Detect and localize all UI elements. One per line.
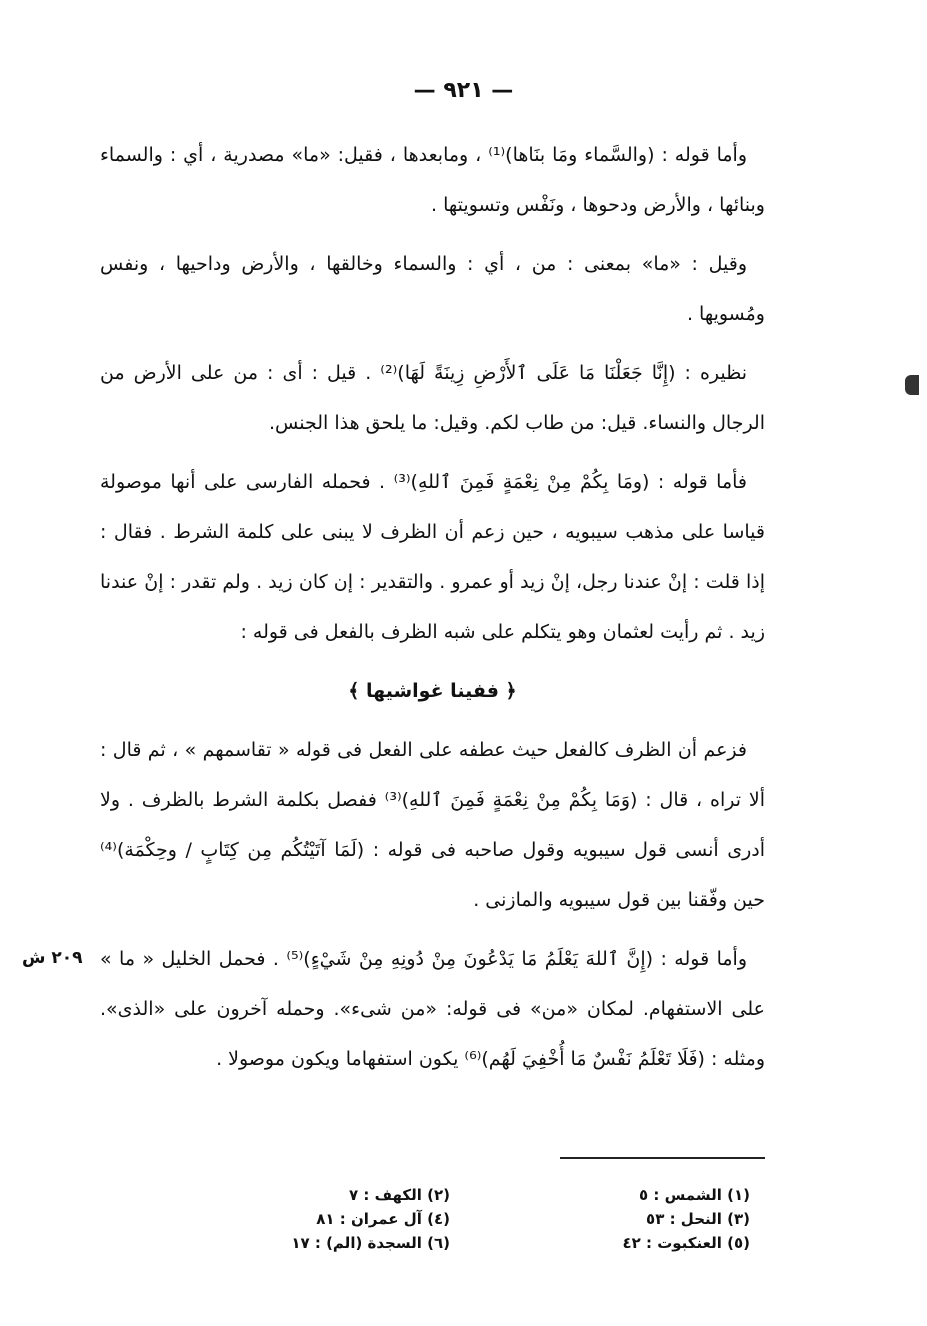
paragraph: نظيره : (إِنَّا جَعَلْنَا مَا عَلَى ٱلأَرْضِ زِينَةً لَهَا)⁽²⁾ . قيل : أى : من على الأرض من الرجال والنساء. قيل: من طاب لكم. وقيل: ما يلحق هذا الجنس. xyxy=(100,362,765,434)
footnote: (٤) آل عمران : ٨١ xyxy=(316,1210,450,1228)
footnote: (١) الشمس : ٥ xyxy=(639,1186,750,1204)
page-number: — ٩٢١ — xyxy=(413,78,514,103)
footnote: (٥) العنكبوت : ٤٢ xyxy=(622,1234,750,1252)
main-text xyxy=(100,130,765,1093)
scan-edge-mark xyxy=(905,375,919,395)
footnote: (٦) السجدة (الم) : ١٧ xyxy=(291,1234,450,1252)
paragraph: وقيل : «ما» بمعنى : من ، أي : والسماء وخالقها ، والأرض وداحيها ، ونفس ومُسويها . xyxy=(100,253,765,325)
footnote: (٢) الكهف : ٧ xyxy=(349,1186,450,1204)
footnote-divider xyxy=(560,1157,765,1159)
paragraph: فأما قوله : (ومَا بِكُمْ مِنْ نِعْمَةٍ فَمِنَ ٱللهِ)⁽³⁾ . فحمله الفارسى على أنها موصولة قياسا على مذهب سيبويه ، حين زعم أن الظرف لا يبنى على كلمة الشرط . فقال : إذا قلت : إنْ عندنا رجل، إنْ زيد أو عمرو . والتقدير : إن كان زيد . ولم تقدر : إنْ عندنا زيد . ثم رأيت لعثمان وهو يتكلم على شبه الظرف بالفعل فى قوله : xyxy=(100,471,765,643)
footnotes xyxy=(230,1186,750,1252)
paragraph: وأما قوله : (والسَّماء ومَا بنَاها)⁽¹⁾ ، ومابعدها ، فقيل: «ما» مصدرية ، أي : والسماء وبنائها ، والأرض ودحوها ، ونَفْس وتسويتها . xyxy=(100,144,765,216)
verse-line: ﴿ ففينا غواشيها ﴾ xyxy=(348,680,517,702)
paragraph: فزعم أن الظرف كالفعل حيث عطفه على الفعل فى قوله « تقاسمهم » ، ثم قال : ألا تراه ، قال : (وَمَا بِكُمْ مِنْ نِعْمَةٍ فَمِنَ ٱللهِ)⁽³⁾ ففصل بكلمة الشرط بالظرف . ولا أدرى أنسى قول سيبويه وقول صاحبه فى قوله : (لَمَا آتَيْتُكُم مِن كِتَابٍ / وحِكْمَة)⁽⁴⁾ حين وفّقنا بين قول سيبويه والمازنى . xyxy=(100,739,765,911)
manuscript-folio-note: ٢٠٩ ش xyxy=(22,948,83,968)
paragraph: وأما قوله : (إِنَّ ٱللهَ يَعْلَمُ مَا يَدْعُونَ مِنْ دُونِهِ مِنْ شَيْءٍ)⁽⁵⁾ . فحمل الخليل « ما » على الاستفهام. لمكان «من» فى قوله: «من شىء». وحمله آخرون على «الذى». ومثله : (فَلَا تَعْلَمُ نَفْسٌ مَا أُخْفِيَ لَهُم)⁽⁶⁾ يكون استفهاما ويكون موصولا . xyxy=(100,948,765,1070)
footnote: (٣) النحل : ٥٣ xyxy=(646,1210,750,1228)
